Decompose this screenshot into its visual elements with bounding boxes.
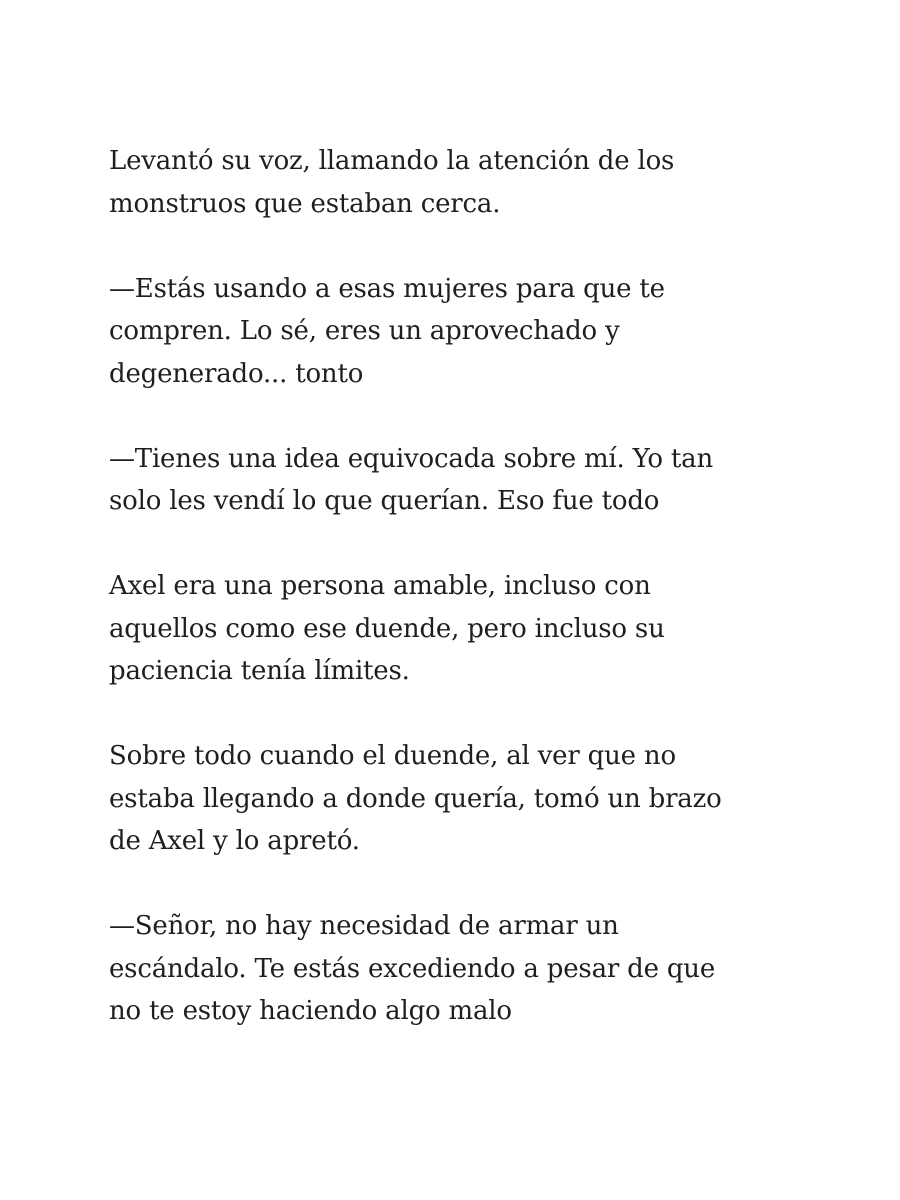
paragraph-6 <box>109 905 789 1033</box>
text-line: Levantó su voz, llamando la atención de los <box>109 146 675 176</box>
text-line: de Axel y lo apretó. <box>109 826 360 856</box>
paragraph-4 <box>109 565 789 693</box>
text-line: paciencia tenía límites. <box>109 656 410 686</box>
text-line: —Estás usando a esas mujeres para que te <box>109 273 665 304</box>
text-line: monstruos que estaban cerca. <box>109 188 501 219</box>
paragraph-3 <box>109 438 789 523</box>
text-line: —Señor, no hay necesidad de armar un <box>109 911 619 941</box>
text-line: no te estoy haciendo algo malo <box>109 996 512 1026</box>
text-line: degenerado... tonto <box>109 358 364 389</box>
text-line: Axel era una persona amable, incluso con <box>109 571 651 601</box>
text-line: aquellos como ese duende, pero incluso su <box>109 613 665 644</box>
story-text <box>109 140 789 1075</box>
text-line: Sobre todo cuando el duende, al ver que no <box>109 741 676 771</box>
paragraph-5 <box>109 735 789 863</box>
text-line: compren. Lo sé, eres un aprovechado y <box>109 316 620 346</box>
text-line: —Tienes una idea equivocada sobre mí. Yo tan <box>109 443 713 474</box>
text-line: solo les vendí lo que querían. Eso fue todo <box>109 486 660 516</box>
paragraph-2 <box>109 268 789 396</box>
text-line: escándalo. Te estás excediendo a pesar de que <box>109 953 716 984</box>
paragraph-1 <box>109 140 789 225</box>
text-line: estaba llegando a donde quería, tomó un brazo <box>109 783 722 814</box>
